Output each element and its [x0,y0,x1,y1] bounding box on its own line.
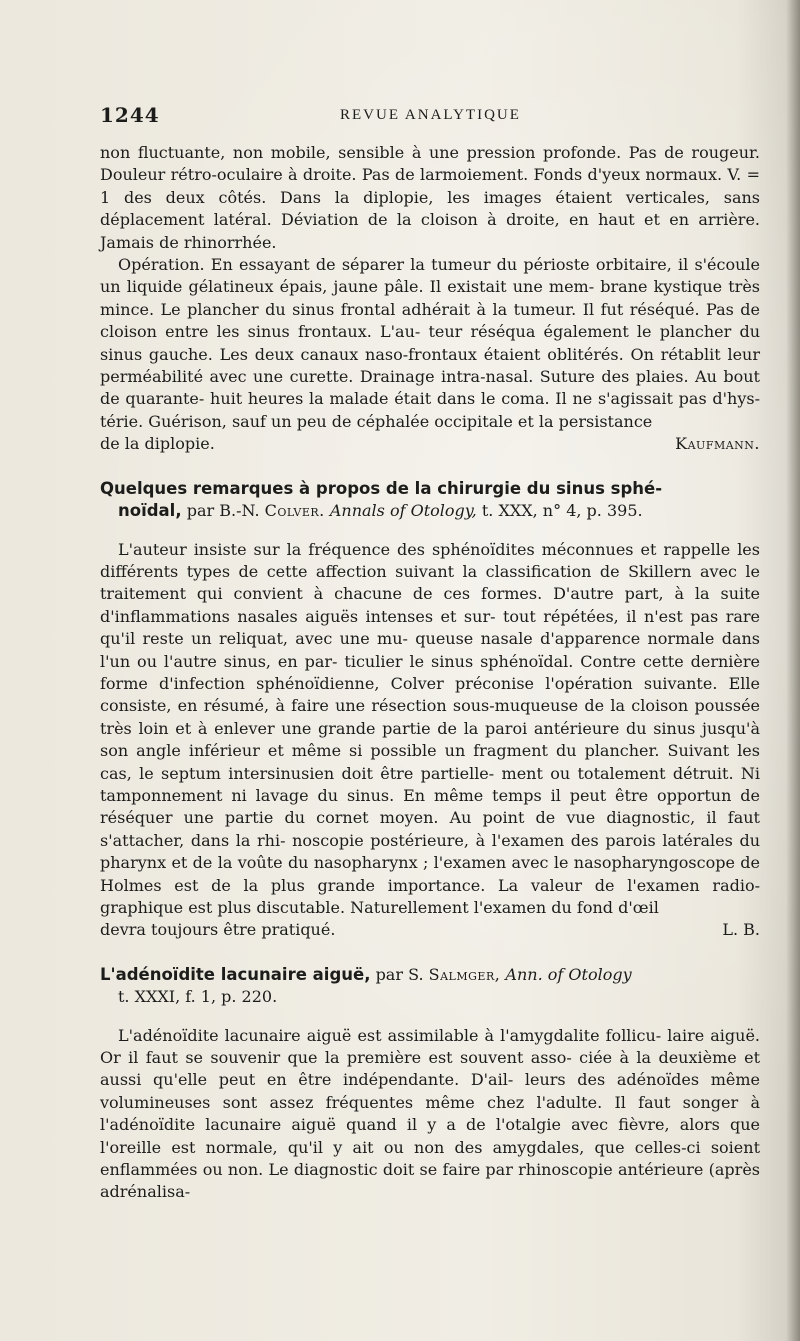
article-title: Quelques remarques à propos de la chirurgie du sinus sphé- [100,478,663,498]
reviewer-signature: Kaufmann. [675,434,760,454]
text-line: la voûte du nasopharynx ; l'examen avec le nasopharyngoscope de [217,853,760,873]
text-line: noscopie postérieure, à l'examen des parois latérales du pharynx et de [100,830,761,873]
page-content [100,142,760,1204]
paragraph [100,539,760,920]
author-name: Salmger, [428,964,501,984]
text-line: L'auteur insiste sur la fréquence des sphénoïdites méconnues et [118,539,657,559]
text-line: plancher. Suivant les cas, le septum intersinusien doit être partielle- [100,741,760,783]
text-line: non fluctuante, non mobile, sensible à une pression profonde. Pas de [100,143,684,162]
text-line: d'yeux normaux. V. = 1 des deux côtés. Dans la diplopie, les images [100,165,760,207]
text-line: ment ou totalement détruit. Ni tamponnement ni lavage du sinus. En [100,763,760,805]
page-edge-shadow [786,0,800,1341]
text-line: sphénoïdienne, Colver préconise l'opération suivante. Elle consiste, en [100,673,760,716]
text-line: ticulier le sinus sphénoïdal. Contre cette dernière forme d'infection [100,651,760,693]
text-line: tout répétées, il n'est pas rare qu'il reste un reliquat, avec une mu- [100,606,760,649]
text-line: chez l'adulte. Il faut songer à l'adénoïdite lacunaire aiguë quand il y [100,1092,760,1135]
by-text: par B.-N. [186,501,260,521]
article-salmger [100,964,760,1204]
running-head [100,103,760,127]
text-line: de la diplopie. [100,434,215,454]
text-line: a de l'otalgie avec fièvre, alors que l'oreille est normale, qu'il y ait [100,1115,760,1157]
text-line: térie. Guérison, sauf un peu de céphalée occipitale et la persistance [100,411,653,431]
text-line: D'autre part, à la suite d'inflammations nasales aiguës intenses et sur- [100,584,761,626]
text-line: huit heures la malade était dans le coma. Il ne s'agissait pas d'hys- [210,389,760,409]
article-body [100,539,760,942]
text-line: tumeur. Il fut réséqué. Pas de cloison entre les sinus frontaux. L'au- [100,299,761,342]
citation-ref: t. XXX, n° 4, p. 395. [481,501,643,521]
paragraph-operation [100,254,760,433]
text-line: queuse nasale d'apparence normale dans l'un ou l'autre sinus, en par- [100,629,761,671]
text-line: très loin et à enlever une grande partie de la paroi antérieure du [100,718,647,738]
article-kaufmann [100,142,760,456]
text-line: moyen. Au point de vue diagnostic, il faut s'attacher, dans la rhi- [100,808,760,850]
text-line: Holmes est de la plus grande importance. La valeur de l'examen radio- [100,875,760,895]
text-line: leurs des adénoïdes même volumineuses sont assez fréquentes même [100,1070,761,1112]
text-line: L'adénoïdite lacunaire aiguë est assimilable à l'amygdalite follicu- [118,1025,662,1045]
text-line: laire aiguë. Or il faut se souvenir que la première est souvent asso- [100,1025,761,1068]
text-line: naso-frontaux étaient oblitérés. On rétablit leur perméabilité avec une [100,344,761,387]
signature-line [100,433,760,455]
text-line: résumé, à faire une résection sous-muqueuse de la cloison poussée [203,696,761,716]
text-line: brane kystique très mince. Le plancher du sinus frontal adhérait à la [100,277,761,319]
citation-ref: t. XXXI, f. 1, p. 220. [118,987,278,1007]
text-line: il s'écoule un liquide gélatineux épais, jaune pâle. Il existait une mem- [100,255,761,297]
article-colver [100,478,760,942]
text-line: ciée à la deuxième et aussi qu'elle peut en être indépendante. D'ail- [100,1048,760,1090]
journal-title: REVUE ANALYTIQUE [340,107,521,123]
text-line: sinus jusqu'à son angle inférieur et même si possible un fragment du [100,718,760,761]
article-body [100,1025,760,1204]
article-citation [100,500,760,522]
text-line: ou non des amygdales, que celles-ci soient enflammées ou non. Le [100,1137,761,1180]
text-line: curette. Drainage intra-nasal. Suture des plaies. Au bout de quarante- [100,367,760,409]
text-line: graphique est plus discutable. Naturellement l'examen du fond d'œil [100,898,659,917]
signature-line [100,919,760,941]
text-line: de Skillern avec le traitement qui convient à chacune de ces formes. [100,561,760,604]
text-line: devra toujours être pratiqué. [100,920,336,940]
text-line: rougeur. Douleur rétro-oculaire à droite. Pas de larmoiement. Fonds [100,143,760,185]
text-line: Opération. En essayant de séparer la tumeur du périoste orbitaire, [118,255,672,275]
text-line: droite, en haut et en arrière. Jamais de rhinorrhée. [100,210,761,252]
journal-name: Annals of Otology, [329,501,477,521]
by-text: par S. [375,964,424,984]
article-title-cont: noïdal, [118,501,182,521]
text-line: teur réséqua également le plancher du sinus gauche. Les deux canaux [100,322,761,364]
text-line: rappelle les différents types de cette affection suivant la classification [100,539,760,581]
reviewer-signature: L. B. [722,920,760,940]
paragraph-clinical [100,142,760,254]
page-number: 1244 [100,103,160,127]
text-line: diagnostic doit se faire par rhinoscopie antérieure (après adrénalisa- [100,1160,761,1202]
article-heading [100,964,760,1009]
article-title: L'adénoïdite lacunaire aiguë, [100,964,371,984]
journal-name: Ann. of Otology [505,964,632,984]
author-name: Colver. [264,501,325,521]
text-line: étaient verticales, sans déplacement latéral. Déviation de la cloison à [100,187,761,230]
paragraph [100,1025,760,1204]
text-line: même temps il peut être opportun de réséquer une partie du cornet [100,785,760,828]
article-heading [100,478,760,523]
